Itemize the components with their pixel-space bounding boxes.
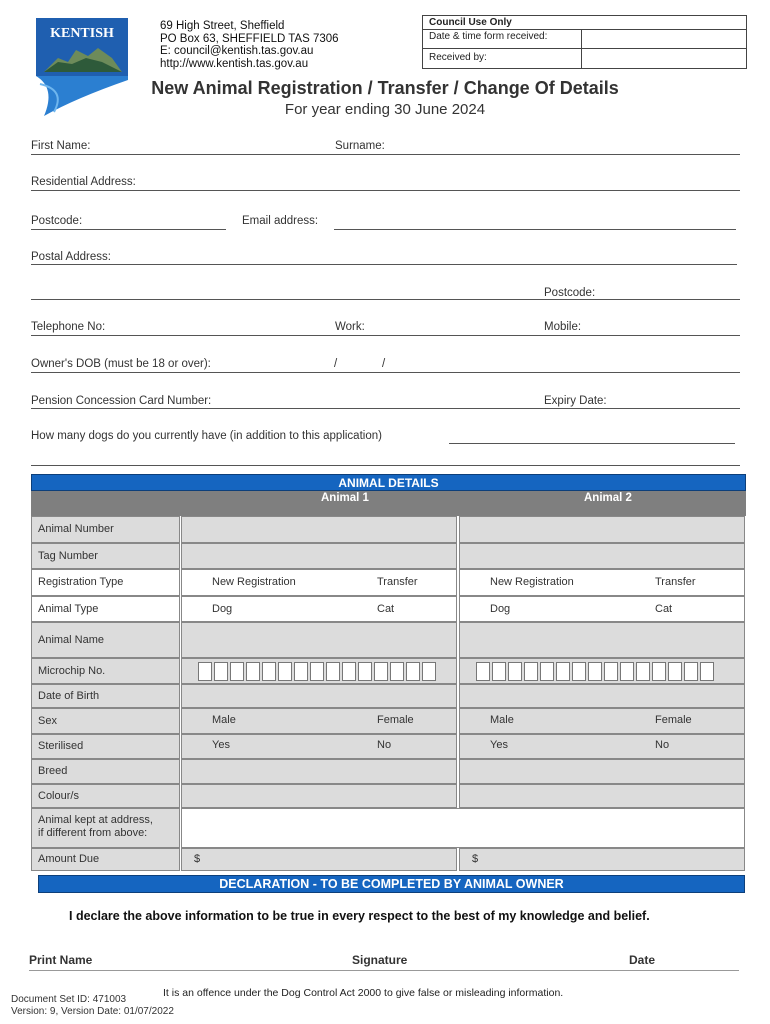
email-label: Email address: [242,215,319,227]
address-line: PO Box 63, SHEFFIELD TAS 7306 [160,32,339,45]
dogs-count-field[interactable] [449,443,735,444]
microchip-digit-box[interactable] [262,662,276,681]
animal1-opt-male[interactable]: Male [212,714,236,726]
microchip-digit-box[interactable] [668,662,682,681]
received-by-label: Received by: [429,52,487,63]
council-use-box [422,15,747,69]
mobile-label: Mobile: [544,321,582,333]
telephone-field[interactable] [31,335,740,336]
postal-field-2[interactable] [31,299,740,300]
animal2-amount-field[interactable] [459,848,745,871]
animal1-sex [181,708,457,734]
first-name-label: First Name: [31,140,91,152]
microchip-digit-box[interactable] [230,662,244,681]
council-use-title: Council Use Only [429,17,512,28]
animal2-opt-cat[interactable]: Cat [655,603,673,615]
animal2-colour-field[interactable] [459,784,745,808]
page-subtitle: For year ending 30 June 2024 [284,101,486,118]
page-title: New Animal Registration / Transfer / Change Of Details [151,78,619,98]
kept-address-field[interactable] [181,808,745,848]
expiry-label: Expiry Date: [544,395,607,407]
animal2-registration-type [459,569,745,596]
microchip-digit-box[interactable] [278,662,292,681]
address-line[interactable]: E: council@kentish.tas.gov.au [160,45,314,57]
row-label-animal-type: Animal Type [31,596,180,622]
animal1-opt-cat[interactable]: Cat [377,603,395,615]
kept-line-1: Animal kept at address, [38,814,153,826]
animal2-sterilised [459,734,745,759]
row-label-colour: Colour/s [31,784,180,808]
row-label-breed: Breed [31,759,180,784]
microchip-digit-box[interactable] [636,662,650,681]
animal2-dob-field[interactable] [459,684,745,708]
animal1-dob-field[interactable] [181,684,457,708]
residential-label: Residential Address: [31,176,136,188]
row-label-animal-name: Animal Name [31,622,180,658]
dob-label: Owner's DOB (must be 18 or over): [31,358,211,370]
animal2-tag-field[interactable] [459,543,745,569]
microchip-digit-box[interactable] [214,662,228,681]
address-line: 69 High Street, Sheffield [160,20,285,32]
animal1-header: Animal 1 [321,492,369,504]
microchip-digit-box[interactable] [198,662,212,681]
date-received-label: Date & time form received: [429,31,548,42]
microchip-digit-box[interactable] [374,662,388,681]
row-label-microchip: Microchip No. [31,658,180,684]
animal1-opt-new[interactable]: New Registration [212,576,296,588]
animal1-opt-female[interactable]: Female [377,714,414,726]
address-line[interactable]: http://www.kentish.tas.gov.au [160,57,309,70]
animal2-breed-field[interactable] [459,759,745,784]
microchip-digit-box[interactable] [406,662,420,681]
row-label-registration-type: Registration Type [31,569,180,596]
animal2-opt-dog[interactable]: Dog [490,603,511,615]
animal1-number-field[interactable] [181,516,457,543]
kept-line-2: if different from above: [38,827,148,839]
microchip-digit-box[interactable] [684,662,698,681]
animal2-type [459,596,745,622]
postcode-field[interactable] [31,229,226,230]
microchip-digit-box[interactable] [508,662,522,681]
animal2-opt-female[interactable]: Female [655,714,692,726]
signature-line[interactable] [29,970,739,971]
row-label-animal-number: Animal Number [31,516,180,543]
date-label: Date [629,953,656,967]
animal1-colour-field[interactable] [181,784,457,808]
dob-slash-1: / [334,358,338,370]
animal1-breed-field[interactable] [181,759,457,784]
animal2-sex [459,708,745,734]
postal-label: Postal Address: [31,251,111,263]
animal2-name-field[interactable] [459,622,745,658]
pension-field[interactable] [31,408,740,409]
microchip-digit-box[interactable] [556,662,570,681]
animal2-number-field[interactable] [459,516,745,543]
postal-field[interactable] [31,264,737,265]
extra-field[interactable] [31,465,740,466]
animal2-microchip-field[interactable] [459,658,745,684]
microchip-digit-box[interactable] [246,662,260,681]
postcode2-label: Postcode: [544,287,596,299]
animal2-opt-transfer[interactable]: Transfer [655,576,696,588]
version-info: Version: 9, Version Date: 01/07/2022 [11,1006,174,1017]
declaration-statement: I declare the above information to be true in every respect to the best of my knowledge and belief. [69,909,650,923]
animal1-registration-type [181,569,457,596]
animal-columns-header [31,491,746,516]
microchip-digit-box[interactable] [620,662,634,681]
microchip-digit-box[interactable] [476,662,490,681]
work-label: Work: [335,321,365,333]
row-label-sterilised: Sterilised [31,734,180,759]
microchip-digit-box[interactable] [358,662,372,681]
animal-details-bar: ANIMAL DETAILS [31,474,746,491]
signature-label: Signature [352,953,408,967]
pension-label: Pension Concession Card Number: [31,395,212,407]
residential-field[interactable] [31,190,740,191]
microchip-digit-box[interactable] [342,662,356,681]
microchip-digit-box[interactable] [604,662,618,681]
dob-field[interactable] [31,372,740,373]
microchip-digit-box[interactable] [572,662,586,681]
animal2-opt-male[interactable]: Male [490,714,514,726]
microchip-digit-box[interactable] [294,662,308,681]
animal1-type [181,596,457,622]
council-address [160,20,339,70]
microchip-digit-box[interactable] [310,662,324,681]
name-field[interactable] [31,154,740,155]
animal1-sterilised [181,734,457,759]
dob-slash-2: / [382,358,386,370]
microchip-digit-box[interactable] [588,662,602,681]
email-field[interactable] [334,229,736,230]
row-label-dob: Date of Birth [31,684,180,708]
document-id: Document Set ID: 471003 [11,994,127,1005]
animal1-tag-field[interactable] [181,543,457,569]
declaration-bar: DECLARATION - TO BE COMPLETED BY ANIMAL OWNER [38,875,745,893]
animal2-opt-no[interactable]: No [655,739,670,751]
microchip-digit-box[interactable] [390,662,404,681]
animal1-microchip-field[interactable] [181,658,457,684]
print-name-label: Print Name [29,953,93,967]
animal1-name-field[interactable] [181,622,457,658]
animal1-amount-field[interactable] [181,848,457,871]
microchip-digit-box[interactable] [422,662,436,681]
animal1-opt-dog[interactable]: Dog [212,603,233,615]
animal2-currency: $ [472,853,479,865]
animal1-opt-yes[interactable]: Yes [212,739,230,751]
microchip-digit-box[interactable] [652,662,666,681]
row-label-sex: Sex [31,708,180,734]
animal1-opt-transfer[interactable]: Transfer [377,576,418,588]
offence-notice: It is an offence under the Dog Control Act 2000 to give false or misleading information. [163,987,564,999]
animal2-header: Animal 2 [584,492,632,504]
row-label-tag-number: Tag Number [31,543,180,569]
row-label-kept-address [31,808,180,848]
microchip-digit-box[interactable] [524,662,538,681]
animal1-currency: $ [194,853,201,865]
microchip-digit-box[interactable] [700,662,714,681]
microchip-digit-box[interactable] [540,662,554,681]
animal1-opt-no[interactable]: No [377,739,392,751]
animal2-opt-new[interactable]: New Registration [490,576,574,588]
animal2-opt-yes[interactable]: Yes [490,739,508,751]
dogs-question-label: How many dogs do you currently have (in addition to this application) [31,430,382,442]
microchip-digit-box[interactable] [492,662,506,681]
telephone-label: Telephone No: [31,321,106,333]
logo-text: KENTISH [50,26,114,41]
surname-label: Surname: [335,140,385,152]
postcode-label: Postcode: [31,215,83,227]
microchip-digit-box[interactable] [326,662,340,681]
row-label-amount-due: Amount Due [31,848,180,871]
